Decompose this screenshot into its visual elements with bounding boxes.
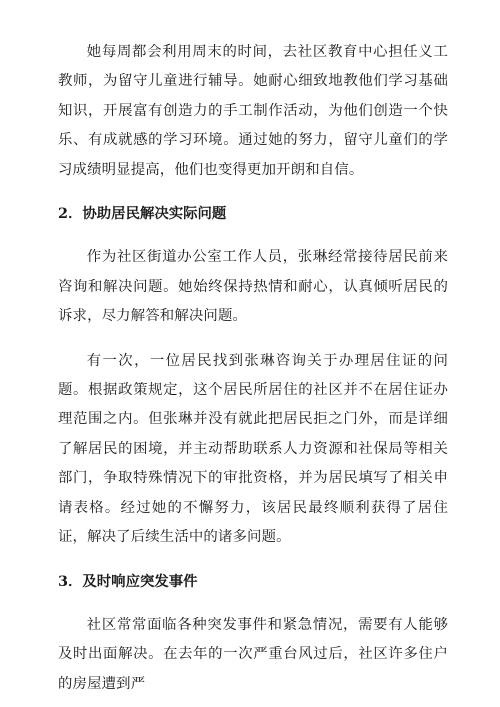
document-page [58, 38, 448, 699]
section-heading: 2．协助居民解决实际问题 [58, 205, 227, 223]
paragraph: 她每周都会利用周末的时间，去社区教育中心担任义工教师，为留守儿童进行辅导。她耐心细致地教他们学习基础知识，开展富有创造力的手工制作活动，为他们创造一个快乐、有成就感的学习环境。通过她的努力，留守儿童们的学习成绩明显提高，他们也变得更加开朗和自信。 [58, 44, 448, 178]
paragraph: 社区常常面临各种突发事件和紧急情况，需要有人能够及时出面解决。在去年的一次严重台风过后，社区许多住户的房屋遭到严 [58, 616, 448, 692]
paragraph: 有一次，一位居民找到张琳咨询关于办理居住证的问题。根据政策规定，这个居民所居住的社区并不在居住证办理范围之内。但张琳并没有就此把居民拒之门外，而是详细了解居民的困境，并主动帮助联系人力资源和社保局等相关部门，争取特殊情况下的审批资格，并为居民填写了相关申请表格。经过她的不懈努力，该居民最终顺利获得了居住证，解决了后续生活中的诸多问题。 [58, 352, 448, 546]
section-heading: 3．及时响应突发事件 [58, 572, 198, 590]
paragraph: 作为社区街道办公室工作人员，张琳经常接待居民前来咨询和解决问题。她始终保持热情和耐心，认真倾听居民的诉求，尽力解答和解决问题。 [58, 249, 448, 325]
